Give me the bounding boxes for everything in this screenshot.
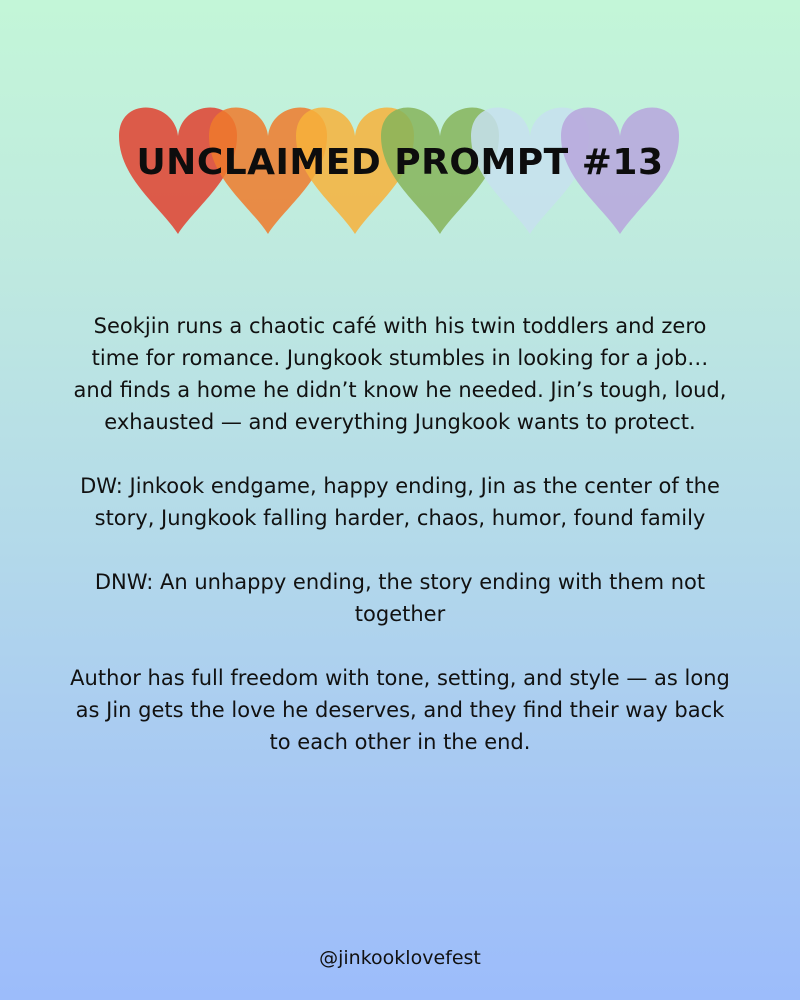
prompt-dnw: DNW: An unhappy ending, the story ending with them not together (94, 570, 706, 626)
footer-handle: @jinkooklovefest (319, 947, 481, 969)
prompt-body (70, 310, 730, 790)
prompt-summary: Seokjin runs a chaotic café with his twin toddlers and zero time for romance. Jungkook stumbles in looking for a job… and finds a home he didn’t know he needed. Jin’s tough, loud, exhausted — and everything Jungkook wants to protect. (73, 314, 727, 434)
prompt-freedom: Author has full freedom with tone, setting, and style — as long as Jin gets the love he deserves, and they find their way back to each other in the end. (70, 666, 730, 754)
page-title: UNCLAIMED PROMPT #13 (136, 142, 664, 183)
header-banner (0, 90, 800, 240)
prompt-dw: DW: Jinkook endgame, happy ending, Jin as the center of the story, Jungkook falling harder, chaos, humor, found family (80, 474, 720, 530)
